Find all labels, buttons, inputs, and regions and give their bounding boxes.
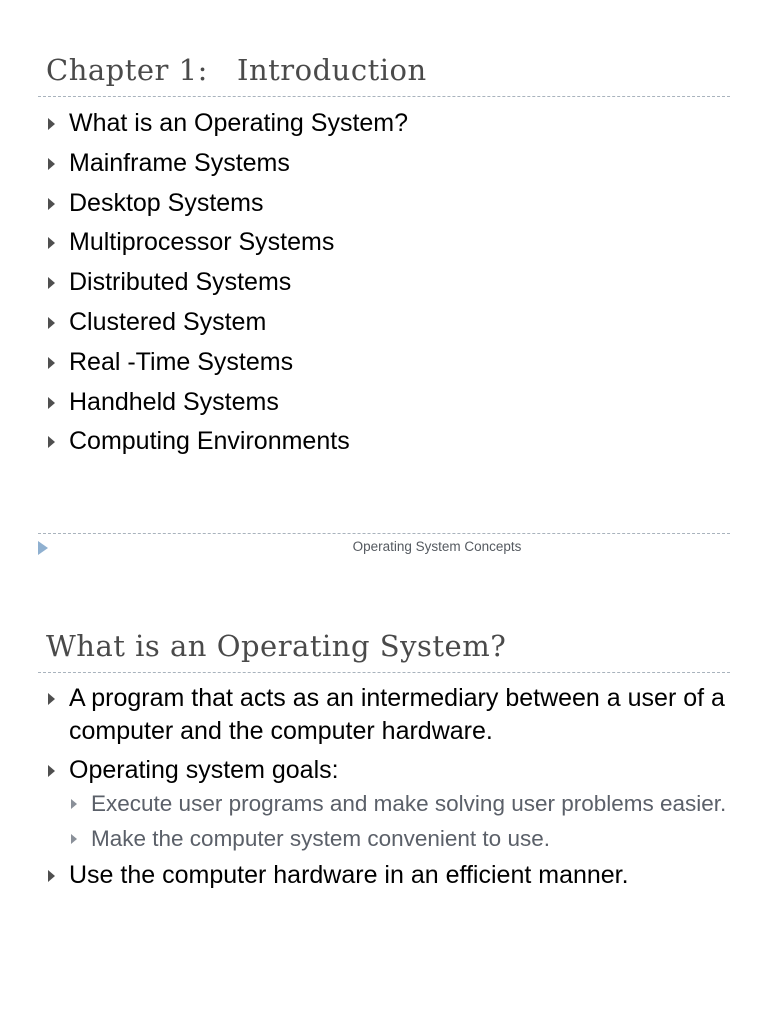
list-item-text: Distributed Systems <box>69 268 292 297</box>
slide-footer: Operating System Concepts <box>352 539 522 554</box>
list-item <box>0 147 768 187</box>
sub-list-item-text: Execute user programs and make solving user problems easier. <box>91 791 727 816</box>
bullet-arrow-icon <box>48 118 55 130</box>
sub-bullet-arrow-icon <box>71 834 77 844</box>
list-item-text: Handheld Systems <box>69 387 279 416</box>
list-item-text: Use the computer hardware in an efficient manner. <box>69 861 629 889</box>
list-item <box>0 107 768 147</box>
list-item-text: Desktop Systems <box>69 188 264 217</box>
footer-divider <box>38 533 730 534</box>
list-item-text: Multiprocessor Systems <box>69 228 335 257</box>
sub-list-item <box>69 789 728 818</box>
list-item-text: What is an Operating System? <box>69 109 409 137</box>
bullet-arrow-icon <box>48 397 55 409</box>
bullet-arrow-icon <box>48 870 55 882</box>
list-item-text: Clustered System <box>69 307 267 336</box>
list-item <box>0 682 768 748</box>
list-item-text: Mainframe Systems <box>69 148 290 177</box>
slide-what-is-os <box>0 615 768 1024</box>
bullet-arrow-icon <box>48 436 55 448</box>
slide-title: Chapter 1: Introduction <box>46 53 427 87</box>
sub-list-item-text: Make the computer system convenient to use. <box>91 826 550 851</box>
sub-list-item <box>69 824 728 853</box>
bullet-arrow-icon <box>48 357 55 369</box>
list-item-text: Operating system goals: <box>69 756 339 784</box>
list-item <box>0 859 768 892</box>
list-item <box>0 754 768 853</box>
topic-list <box>0 107 768 465</box>
list-item <box>0 346 768 386</box>
slide-title: What is an Operating System? <box>46 629 507 663</box>
sub-bullet-arrow-icon <box>71 799 77 809</box>
bullet-arrow-icon <box>48 317 55 329</box>
list-item-text: Real -Time Systems <box>69 347 294 376</box>
list-item <box>0 187 768 227</box>
bullet-arrow-icon <box>48 277 55 289</box>
list-item <box>0 226 768 266</box>
goals-sublist <box>69 789 728 853</box>
title-divider <box>38 96 730 97</box>
list-item <box>0 386 768 426</box>
bullet-arrow-icon <box>48 237 55 249</box>
list-item <box>0 306 768 346</box>
list-item <box>0 425 768 465</box>
list-item-text: Computing Environments <box>69 427 350 456</box>
bullet-arrow-icon <box>48 765 55 777</box>
list-item-text: A program that acts as an intermediary between a user of a computer and the computer hardware. <box>69 684 725 745</box>
definition-list <box>0 682 768 898</box>
bullet-arrow-icon <box>48 198 55 210</box>
bullet-arrow-icon <box>48 158 55 170</box>
list-item <box>0 266 768 306</box>
bullet-arrow-icon <box>48 693 55 705</box>
title-divider <box>38 672 730 673</box>
